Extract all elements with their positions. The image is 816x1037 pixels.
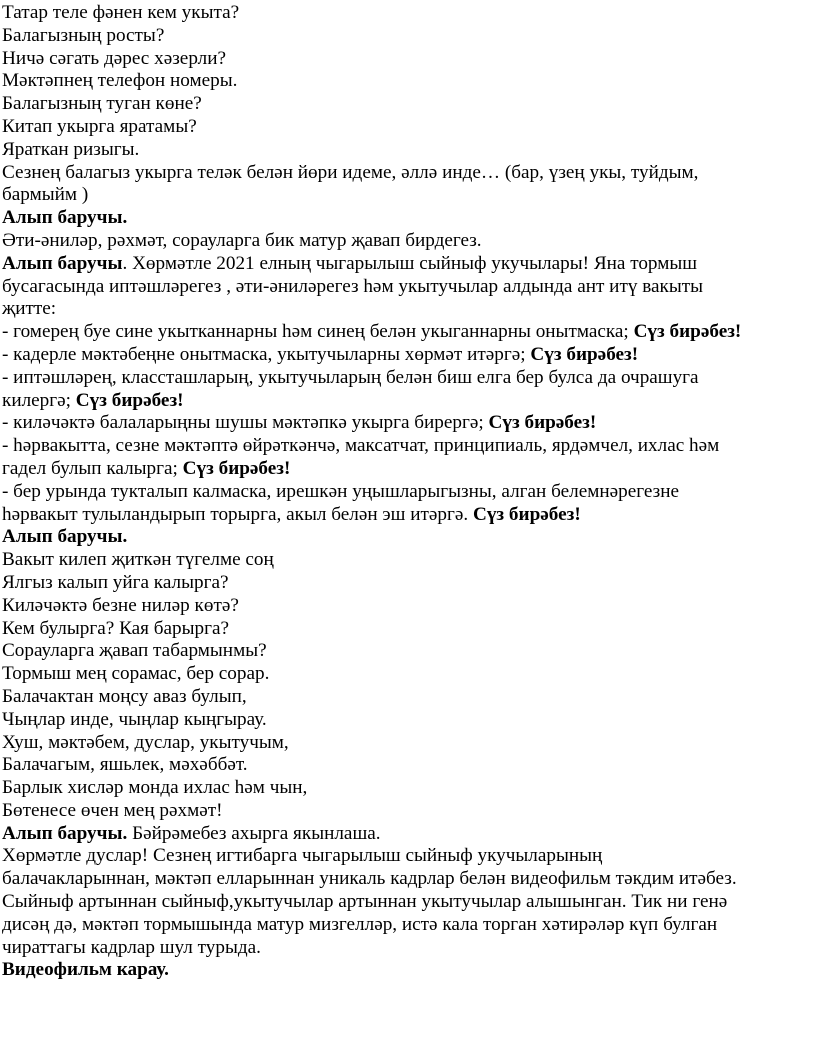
text-line	[0, 823, 816, 846]
text-line	[0, 868, 816, 891]
text-line	[0, 754, 816, 777]
text-segment: Ялгыз калып уйга калырга?	[2, 571, 229, 593]
text-line	[0, 663, 816, 686]
bold-text-segment: Алып баручы	[2, 252, 123, 274]
text-line	[0, 321, 816, 344]
bold-text-segment: Алып баручы.	[2, 822, 128, 844]
text-line	[0, 709, 816, 732]
bold-text-segment: Сүз бирәбез!	[633, 321, 742, 343]
text-segment: - иптәшләрең, классташларың, укытучыларың белән биш елга бер булса да очрашуга	[2, 366, 699, 388]
text-segment: Яраткан ризыгы.	[2, 138, 140, 160]
text-line	[0, 344, 816, 367]
bold-text-segment: Сүз бирәбез!	[182, 457, 291, 479]
text-line	[0, 504, 816, 527]
text-line	[0, 526, 816, 549]
text-segment: Балачактан моңсу аваз булып,	[2, 685, 247, 707]
text-line	[0, 891, 816, 914]
text-segment: Вакыт килеп җиткән түгелме соң	[2, 549, 274, 571]
text-line	[0, 777, 816, 800]
text-line	[0, 914, 816, 937]
bold-text-segment: Алып баручы.	[2, 526, 128, 548]
bold-text-segment: Алып баручы.	[2, 207, 128, 229]
text-segment: Кем булырга? Кая барырга?	[2, 617, 230, 639]
text-line	[0, 572, 816, 595]
text-line	[0, 298, 816, 321]
text-segment: Тормыш мең сорамас, бер сорар.	[2, 663, 270, 685]
text-line	[0, 595, 816, 618]
text-segment: Мәктәпнең телефон номеры.	[2, 70, 238, 92]
text-segment: гадел булып калырга;	[2, 457, 183, 479]
text-segment: Балагызның росты?	[2, 24, 165, 46]
text-line	[0, 618, 816, 641]
text-line	[0, 139, 816, 162]
text-line	[0, 732, 816, 755]
text-line	[0, 367, 816, 390]
bold-text-segment: Видеофильм карау.	[2, 959, 169, 981]
text-segment: - бер урында тукталып калмаска, ирешкән уңышларыгызны, алган белемнәрегезне	[2, 480, 679, 502]
text-line	[0, 48, 816, 71]
text-line	[0, 390, 816, 413]
text-line	[0, 686, 816, 709]
text-segment: Хөрмәтле дуслар! Сезнең игтибарга чыгарылыш сыйныф укучыларының	[2, 845, 603, 867]
text-segment: Киләчәктә безне ниләр көтә?	[2, 594, 239, 616]
text-segment: Сыйныф артыннан сыйныф,укытучылар артыннан укытучылар алышынган. Тик ни генә	[2, 891, 728, 913]
bold-text-segment: Сүз бирәбез!	[488, 412, 597, 434]
text-segment: бармыйм )	[2, 184, 89, 206]
text-line	[0, 207, 816, 230]
text-segment: һәрвакыт тулыландырып торырга, акыл белән эш итәргә.	[2, 503, 473, 525]
text-segment: Сорауларга җавап табармынмы?	[2, 640, 267, 662]
text-segment: килергә;	[2, 389, 76, 411]
text-segment: - киләчәктә балаларыңны шушы мәктәпкә укырга бирергә;	[2, 412, 489, 434]
text-line	[0, 25, 816, 48]
text-segment: чираттагы кадрлар шул турыда.	[2, 936, 261, 958]
bold-text-segment: Сүз бирәбез!	[530, 343, 639, 365]
text-segment: Чыңлар инде, чыңлар кыңгырау.	[2, 708, 267, 730]
text-line	[0, 116, 816, 139]
text-line	[0, 937, 816, 960]
text-line	[0, 959, 816, 982]
text-segment: Барлык хисләр монда ихлас һәм чын,	[2, 777, 308, 799]
text-segment: - һәрвакытта, сезне мәктәптә өйрәткәнчә, максатчат, принципиаль, ярдәмчел, ихлас һәм	[2, 435, 720, 457]
text-line	[0, 640, 816, 663]
text-line	[0, 162, 816, 185]
text-line	[0, 481, 816, 504]
text-line	[0, 276, 816, 299]
text-segment: Ничә сәгать дәрес хәзерли?	[2, 47, 227, 69]
text-line	[0, 230, 816, 253]
text-line	[0, 93, 816, 116]
text-segment: дисәң дә, мәктәп тормышында матур мизгелләр, истә кала торган хәтирәләр күп булган	[2, 913, 718, 935]
text-line	[0, 458, 816, 481]
text-segment: Әти-әниләр, рәхмәт, сорауларга бик матур җавап бирдегез.	[2, 229, 482, 251]
bold-text-segment: Сүз бирәбез!	[472, 503, 581, 525]
text-line	[0, 845, 816, 868]
text-segment: Татар теле фәнен кем укыта?	[2, 2, 240, 23]
text-line	[0, 70, 816, 93]
text-line	[0, 435, 816, 458]
text-line	[0, 800, 816, 823]
text-segment: Балачагым, яшьлек, мәхәббәт.	[2, 754, 248, 776]
text-segment: җитте:	[2, 298, 57, 320]
text-line	[0, 184, 816, 207]
text-segment: бусагасында иптәшләрегез , әти-әниләрегез һәм укытучылар алдында ант итү вакыты	[2, 275, 704, 297]
text-line	[0, 412, 816, 435]
text-segment: - кадерле мәктәбеңне онытмаска, укытучыларны хөрмәт итәргә;	[2, 343, 531, 365]
text-segment: балачакларыннан, мәктәп елларыннан уникаль кадрлар белән видеофильм тәкдим итәбез.	[2, 868, 737, 890]
text-line	[0, 549, 816, 572]
text-line	[0, 253, 816, 276]
text-segment: - гомерең буе сине укытканнарны һәм синең белән укыганнарны онытмаска;	[2, 321, 634, 343]
text-line	[0, 2, 816, 25]
bold-text-segment: Сүз бирәбез!	[75, 389, 184, 411]
text-segment: Сезнең балагыз укырга теләк белән йөри идеме, әллә инде… (бар, үзең укы, туйдым,	[2, 161, 699, 183]
text-segment: Китап укырга яратамы?	[2, 115, 197, 137]
text-segment: Балагызның туган көне?	[2, 93, 202, 115]
text-segment: Бөтенесе өчен мең рәхмәт!	[2, 799, 223, 821]
text-segment: Бәйрәмебез ахырга якынлаша.	[127, 822, 381, 844]
text-segment: . Хөрмәтле 2021 елның чыгарылыш сыйныф укучылары! Яна тормыш	[122, 252, 698, 274]
text-segment: Хуш, мәктәбем, дуслар, укытучым,	[2, 731, 289, 753]
